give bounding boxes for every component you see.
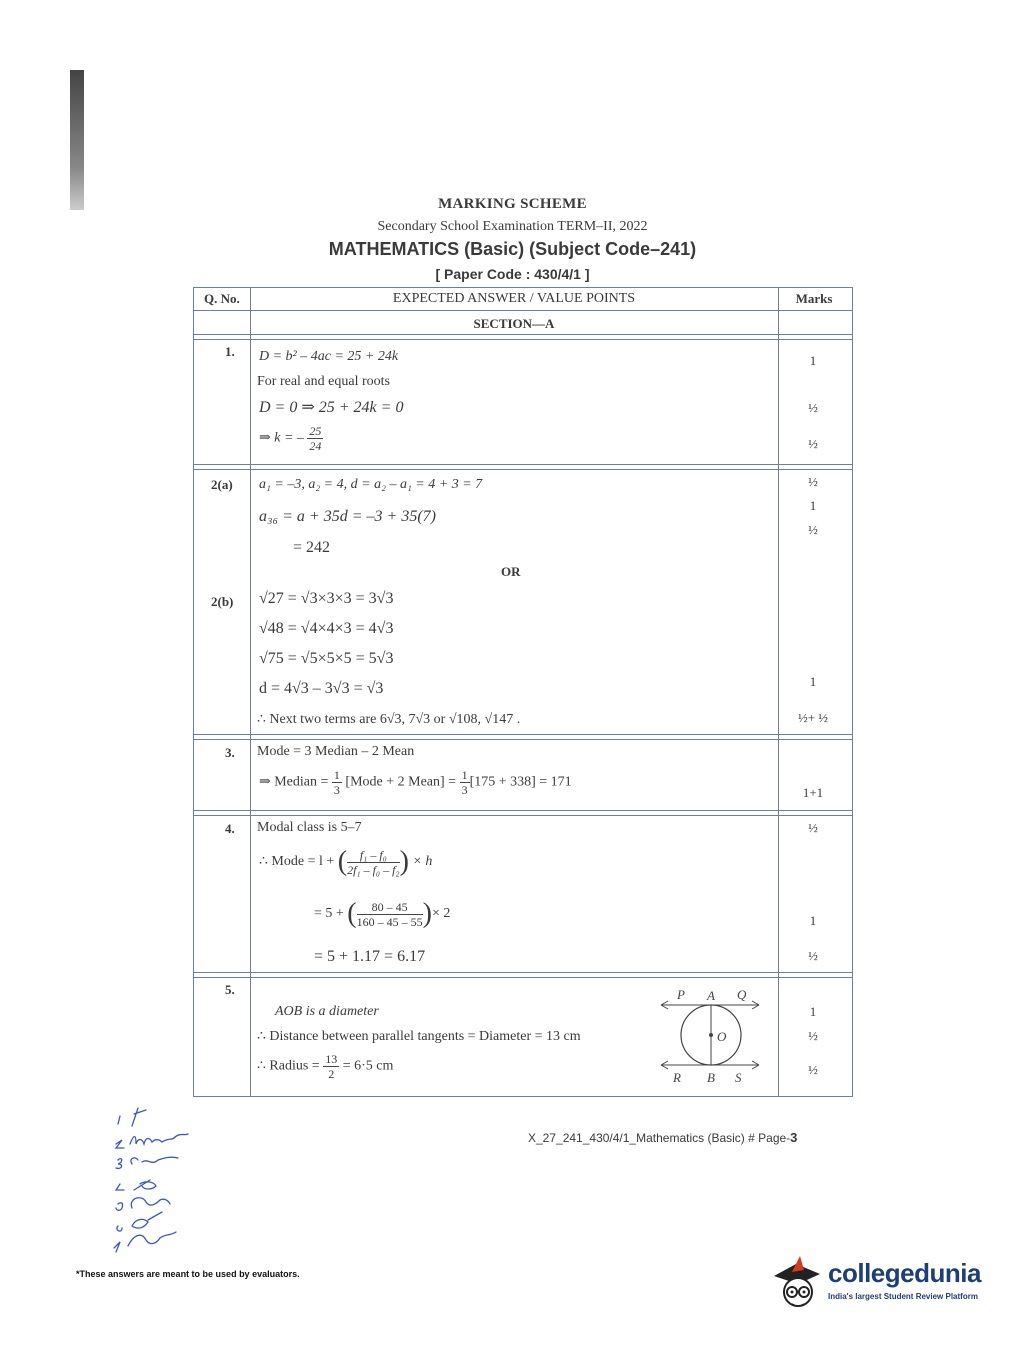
- q2a-mark-1: ½: [808, 474, 818, 489]
- q2a-number: 2(a): [211, 477, 233, 492]
- q2b-line4: d = 4√3 – 3√3 = √3: [259, 680, 384, 697]
- page-footer: [528, 1130, 797, 1145]
- center-dot: [709, 1033, 713, 1037]
- q3-number: 3.: [225, 745, 235, 760]
- label-a: A: [707, 988, 715, 1003]
- label-r: R: [673, 1070, 681, 1085]
- q3-line2-pre: ⇒ Median =: [259, 774, 329, 790]
- q5-mark-1: 1: [809, 1004, 817, 1019]
- label-q: Q: [737, 987, 747, 1002]
- tangent-circle-diagram: [655, 985, 767, 1087]
- q4-number: 4.: [225, 821, 235, 836]
- footer-page-number: 3: [790, 1130, 798, 1145]
- q2a-line1: a₁ = –3, a₂ = 4, d = a₂ – a₁ = 4 + 3 = 7: [259, 477, 483, 492]
- footer-code: X_27_241_430/4/1_Mathematics (Basic) # Page-: [528, 1131, 791, 1145]
- q4-line2-post: × h: [412, 854, 433, 870]
- row-divider: [194, 334, 852, 340]
- q4-mark-2: 1: [809, 913, 817, 928]
- q4-frac2-num: 80 – 45: [357, 900, 423, 915]
- q3-line1: Mode = 3 Median – 2 Mean: [257, 744, 415, 759]
- q5-line3-post: = 6·5 cm: [342, 1058, 394, 1074]
- q1-line3: D = 0 ⇒ 25 + 24k = 0: [259, 399, 404, 416]
- q2b-line2: √48 = √4×4×3 = 4√3: [259, 620, 394, 637]
- row-divider: [194, 972, 852, 978]
- row-divider: [194, 734, 852, 740]
- q3-line2-mid: [Mode + 2 Mean] =: [345, 774, 457, 790]
- q2b-line3: √75 = √5×5×5 = 5√3: [259, 650, 394, 667]
- q5-mark-2: ½: [808, 1028, 818, 1043]
- q4-frac-den: 2f₁ – f₀ – f₂: [347, 862, 400, 877]
- brand-logo: [770, 1252, 1000, 1312]
- q1-line1: D = b² – 4ac = 25 + 24k: [259, 349, 399, 364]
- q3-frac-den: 3: [333, 783, 340, 797]
- q1-frac-num: 25: [309, 424, 322, 438]
- row-divider: [194, 810, 852, 816]
- q5-line3: [257, 1052, 393, 1081]
- q3-frac2-num: 1: [461, 768, 468, 782]
- evaluator-note: *These answers are meant to be used by evaluators.: [76, 1269, 300, 1279]
- q4-line3-post: × 2: [431, 906, 451, 922]
- label-p: P: [677, 987, 685, 1002]
- q1-frac-den: 24: [309, 439, 322, 453]
- q1-line4: [259, 424, 323, 453]
- label-o: O: [717, 1029, 727, 1044]
- handwritten-annotations: [110, 1100, 220, 1260]
- q5-line2: ∴ Distance between parallel tangents = Diameter = 13 cm: [257, 1029, 581, 1044]
- scan-edge: [70, 70, 84, 210]
- subject-title: MATHEMATICS (Basic) (Subject Code–241): [328, 239, 697, 259]
- mascot-icon: [770, 1252, 826, 1312]
- header-qno: Q. No.: [204, 291, 240, 306]
- q5-frac-den: 2: [328, 1067, 335, 1081]
- q5-number: 5.: [225, 982, 235, 997]
- q1-line2: For real and equal roots: [257, 374, 390, 389]
- q1-line4-pre: ⇒ k = –: [259, 430, 304, 446]
- q3-mark: 1+1: [802, 785, 824, 800]
- q5-frac-num: 13: [325, 1052, 338, 1066]
- q2b-line1: √27 = √3×3×3 = 3√3: [259, 590, 394, 607]
- label-b: B: [707, 1070, 715, 1085]
- q3-frac-num: 1: [333, 768, 340, 782]
- q1-mark-1: 1: [809, 353, 817, 368]
- q3-frac2-den: 3: [461, 783, 468, 797]
- or-label: OR: [501, 564, 521, 579]
- q4-line2: ∴ Mode = l + ( $\frac{\text{f₁ – f₀}}{\text{2f₁ – f₀ – f₂}}$ ) × h: [259, 846, 433, 877]
- exam-title: Secondary School Examination TERM–II, 2022: [377, 219, 648, 234]
- q2b-mark-2: ½+ ½: [797, 710, 829, 725]
- q2a-mark-2: 1: [809, 498, 817, 513]
- q4-line3-pre: = 5 +: [314, 906, 344, 922]
- q2a-line2: a₃₆ = a + 35d = –3 + 35(7): [259, 508, 436, 525]
- q4-line4: = 5 + 1.17 = 6.17: [314, 948, 426, 965]
- q1-mark-2: ½: [808, 400, 818, 415]
- q3-line2: [259, 768, 572, 797]
- q2a-mark-3: ½: [808, 522, 818, 537]
- q1-number: 1.: [225, 344, 235, 359]
- q5-line1: AOB is a diameter: [275, 1004, 379, 1019]
- q2b-mark-1: 1: [809, 674, 817, 689]
- scheme-title: MARKING SCHEME: [438, 196, 587, 212]
- q4-mark-1: ½: [808, 820, 818, 835]
- brand-name: collegedunia: [828, 1258, 981, 1288]
- q3-line2-post: [175 + 338] = 171: [469, 774, 572, 790]
- q2a-line3: = 242: [293, 539, 331, 556]
- q4-line2-pre: ∴ Mode = l +: [259, 854, 335, 870]
- q4-line3: = 5 + ( $\frac{80 - 45}{160 - 45 - 55}$ )× 2: [314, 898, 451, 929]
- q4-line1: Modal class is 5–7: [257, 820, 362, 835]
- q1-mark-3: ½: [808, 436, 818, 451]
- row-divider: [194, 464, 852, 470]
- q5-mark-3: ½: [808, 1062, 818, 1077]
- section-heading: SECTION—A: [473, 316, 555, 331]
- q2b-number: 2(b): [211, 594, 234, 609]
- q4-mark-3: ½: [808, 948, 818, 963]
- paper-code: [ Paper Code : 430/4/1 ]: [435, 266, 590, 282]
- label-s: S: [735, 1070, 742, 1085]
- q5-line3-pre: ∴ Radius =: [257, 1058, 320, 1074]
- header-marks: Marks: [795, 291, 833, 306]
- brand-tagline: India's largest Student Review Platform: [828, 1292, 978, 1301]
- q4-frac2-den: 160 – 45 – 55: [356, 914, 423, 929]
- q2b-line5: ∴ Next two terms are 6√3, 7√3 or √108, √147 .: [257, 712, 521, 727]
- header-answer: EXPECTED ANSWER / VALUE POINTS: [392, 291, 636, 306]
- row-divider: [194, 310, 852, 311]
- q4-frac-num: f₁ – f₀: [347, 848, 400, 863]
